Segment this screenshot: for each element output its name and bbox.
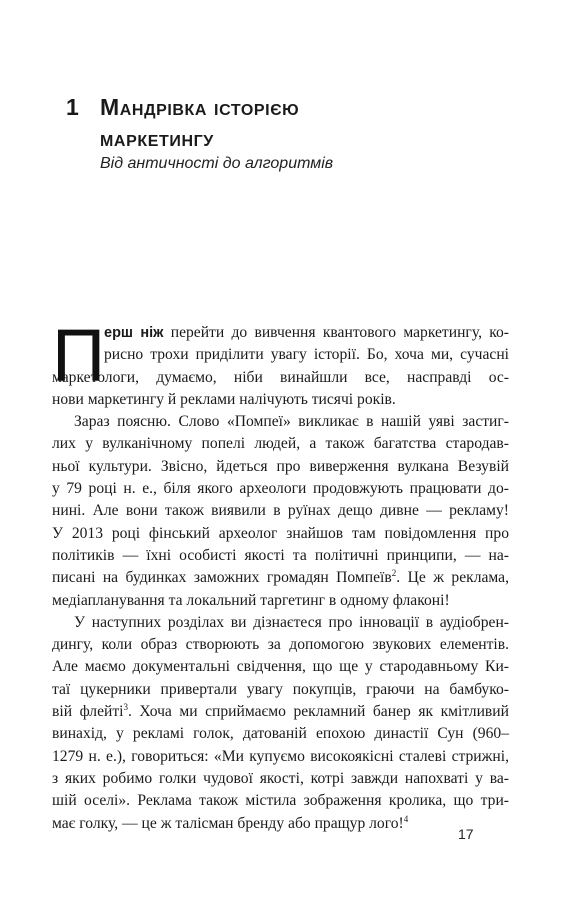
drop-cap-paragraph bbox=[52, 322, 509, 367]
footnote-ref-4[interactable]: 4 bbox=[403, 813, 409, 824]
text-line: медіапланування та локальний таргетинг в одному флаконі! bbox=[52, 591, 450, 609]
text-line: політиків — їхні особисті якості та політичні принципи, — на- bbox=[52, 546, 509, 564]
text-line: нови маркетингу й реклами налічують тисячі років. bbox=[52, 390, 396, 408]
page-number: 17 bbox=[458, 826, 474, 842]
text-line: винахід, у рекламі голок, датованій епохою династії Сун (960– bbox=[52, 725, 509, 743]
text-line: маркетологи, думаємо, ніби винайшли все, насправді ос- bbox=[52, 368, 509, 386]
text-line: У 2013 році фінський археолог знайшов там повідомлення про bbox=[52, 524, 509, 542]
lead-in-words: ерш ніж bbox=[104, 325, 164, 341]
chapter-subtitle: Від античності до алгоритмів bbox=[100, 155, 334, 172]
text-line: має голку, — це ж талісман бренду або пращур лого!$^4$ bbox=[52, 813, 409, 832]
text-line: лих у вулканічному попелі людей, а також багатства стародав- bbox=[52, 435, 509, 453]
text-line: рисно трохи приділити увагу історії. Бо, хоча ми, сучасні bbox=[104, 346, 509, 364]
text-line: У наступних розділах ви дізнаєтеся про інновації в аудіобрен- bbox=[74, 613, 509, 631]
text-line: Але маємо документальні свідчення, що ще у стародавньому Ки- bbox=[52, 658, 509, 676]
chapter-heading bbox=[66, 92, 526, 154]
text-line: вій флейті$^3$. Хоча ми сприймаємо рекламний банер як кмітливий bbox=[52, 701, 509, 721]
text-line: писані на будинках заможних громадян Помпеїв$^2$. Це ж реклама, bbox=[52, 568, 510, 587]
text-line: нині. Але вони також виявили в руїнах дещо дивне — рекламу! bbox=[52, 502, 509, 520]
drop-cap: П bbox=[52, 314, 106, 397]
text-line: таї цукерники привертали увагу покупців, граючи на бамбуко- bbox=[52, 680, 509, 698]
chapter-number: 1 bbox=[66, 94, 79, 120]
chapter-title-line-2: маркетингу bbox=[100, 125, 214, 151]
text-line: ерш ніж перейти до вивчення квантового маркетингу, ко- bbox=[104, 324, 509, 341]
body-text bbox=[52, 314, 510, 835]
text-line: у 79 році н. е., біля якого археологи продовжують працювати до- bbox=[52, 480, 509, 498]
chapter-title bbox=[100, 92, 299, 154]
chapter-title-line-1: Мандрівка історією bbox=[100, 94, 300, 120]
text-line: з яких робимо голки чудової якості, котрі завжди напохваті у ва- bbox=[52, 769, 509, 787]
footnote-ref-2[interactable]: 2 bbox=[391, 568, 397, 579]
footnote-ref-3[interactable]: 3 bbox=[123, 701, 128, 712]
text-line: 1279 н. е.), говориться: «Ми купуємо високоякісні сталеві стрижні, bbox=[52, 747, 509, 765]
text-line: Зараз поясню. Слово «Помпеї» викликає в нашій уяві застиг- bbox=[74, 413, 509, 431]
text-line: шій оселі». Реклама також містила зображення кролика, що три- bbox=[52, 792, 509, 810]
text-line: дингу, коли образ створюють за допомогою звукових елементів. bbox=[52, 636, 509, 654]
text-line: ньої культури. Звісно, йдеться про виверження вулкана Везувій bbox=[52, 457, 509, 475]
